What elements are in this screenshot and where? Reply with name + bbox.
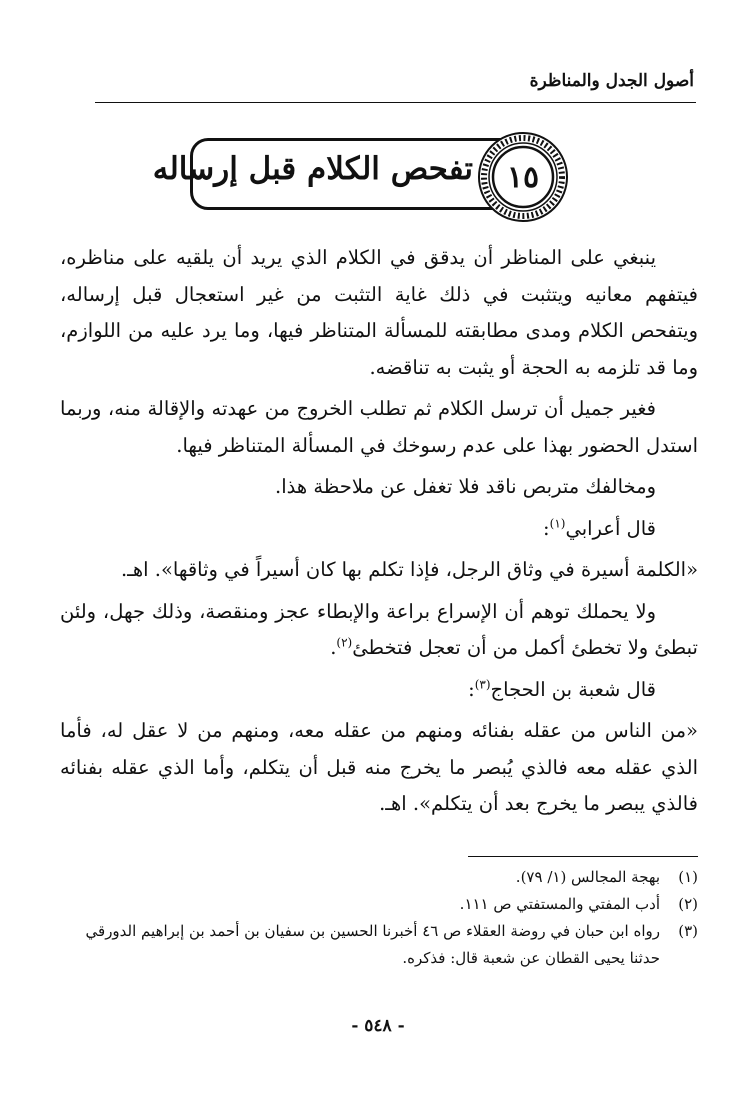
footnote-separator — [468, 856, 698, 857]
book-title: أصول الجدل والمناظرة — [529, 71, 694, 91]
footnote-number: (١) — [678, 868, 698, 886]
footnote-number: (٢) — [678, 895, 698, 913]
chapter-number: ١٥ — [506, 159, 540, 195]
paragraph — [60, 511, 698, 548]
paragraph: فغير جميل أن ترسل الكلام ثم تطلب الخروج من عهدته والإقالة منه، وربما استدل الحضور بهذا على عدم رسوخك في المسألة المتناظر فيها. — [60, 397, 698, 457]
footnote-text: بهجة المجالس (١/ ٧٩). — [515, 868, 660, 886]
paragraph — [60, 594, 698, 667]
paragraph — [60, 672, 698, 709]
quote-paragraph: «من الناس من عقله بفنائه ومنهم من عقله معه، ومنهم من لا عقل له، فأما الذي عقله معه فالذي يُبصر ما يخرج منه قبل أن يتكلم، وأما الذي عقله بفنائه فالذي يبصر ما يخرج بعد أن يتكلم». اهـ. — [60, 719, 698, 815]
footnote-number: (٣) — [678, 922, 698, 940]
main-text — [60, 240, 698, 828]
paragraph: ومخالفك متربص ناقد فلا تغفل عن ملاحظة هذا. — [275, 475, 656, 498]
footnote — [60, 918, 698, 972]
footnote-text: أدب المفتي والمستفتي ص ١١١. — [459, 895, 660, 913]
paragraph-text: قال أعرابي — [565, 516, 656, 540]
footnote-ref: (٢) — [336, 635, 353, 650]
footnote — [60, 891, 698, 918]
footnote-ref: (١) — [549, 516, 566, 530]
footnotes — [60, 864, 698, 972]
page-number: - ٥٤٨ - — [351, 1016, 405, 1036]
chapter-title: تفحص الكلام قبل إرساله — [152, 151, 473, 187]
paragraph-text: ولا يحملك توهم أن الإسراع براعة والإبطاء عجز ومنقصة، وذلك جهل، ولئن تبطئ ولا تخطئ أكمل من أن تعجل فتخطئ — [60, 599, 698, 659]
running-header — [95, 68, 696, 103]
paragraph-text: قال شعبة بن الحجاج — [490, 677, 656, 701]
footnote — [60, 864, 698, 891]
punctuation: : — [543, 516, 550, 540]
chapter-heading-frame — [152, 138, 558, 210]
punctuation: . — [330, 636, 337, 659]
paragraph: ينبغي على المناظر أن يدقق في الكلام الذي يريد أن يلقيه على مناظره، فيتفهم معانيه ويتثبت في ذلك غاية التثبت من غير استعجال قبل إرساله، ويتفحص الكلام ومدى مطابقته للمسألة المتناظر فيها، وما يرد عليه من اللوازم، وما قد تلزمه به الحجة أو يثبت به تناقضه. — [60, 246, 698, 379]
quote-paragraph: «الكلمة أسيرة في وثاق الرجل، فإذا تكلم بها كان أسيراً في وثاقها». اهـ. — [120, 558, 698, 581]
punctuation: : — [468, 677, 475, 701]
footnote-ref: (٣) — [474, 677, 491, 691]
chapter-number-badge — [471, 125, 575, 229]
footnote-text: رواه ابن حبان في روضة العقلاء ص ٤٦ أخبرنا الحسين بن سفيان بن أحمد بن إبراهيم الدورقي حدثنا يحيى القطان عن شعبة قال: فذكره. — [85, 922, 660, 967]
